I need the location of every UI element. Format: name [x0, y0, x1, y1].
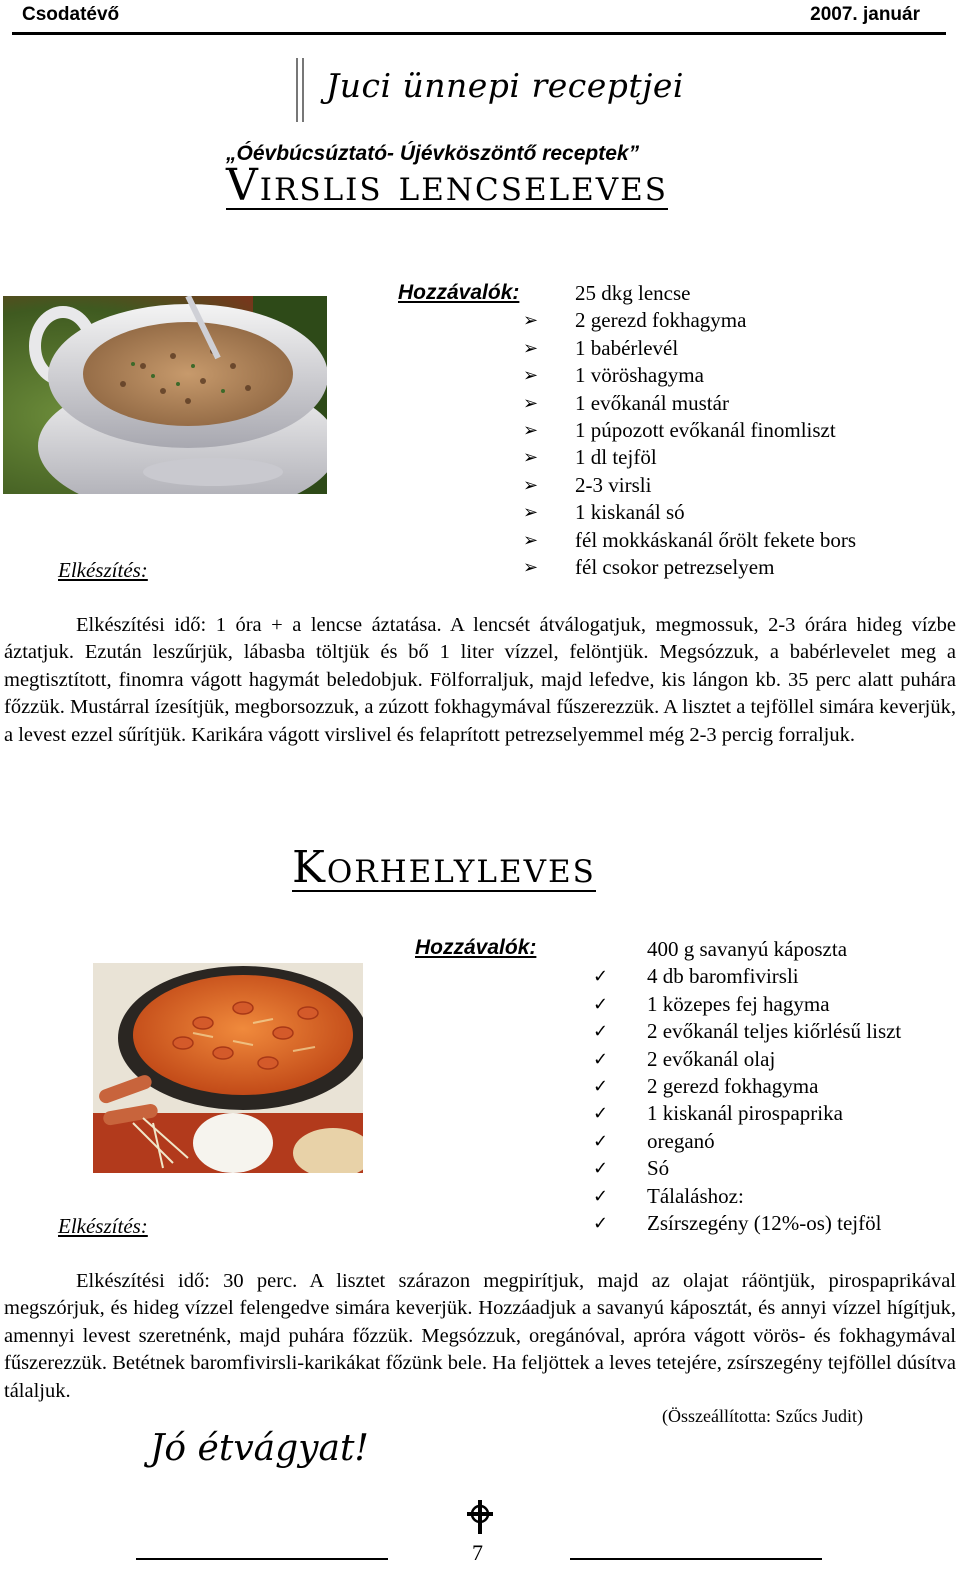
header-date: 2007. január: [810, 4, 920, 25]
recipe2-ingredient-list: [593, 936, 902, 1237]
list-item: ➢ 1 púpozott evőkanál finomliszt: [575, 417, 856, 444]
check-bullet-icon: ✓: [593, 1076, 609, 1098]
arrow-bullet-icon: ➢: [523, 529, 539, 551]
page-number: 7: [472, 1540, 483, 1565]
arrow-bullet-icon: ➢: [523, 474, 539, 496]
arrow-bullet-icon: ➢: [523, 447, 539, 469]
arrow-bullet-icon: ➢: [523, 392, 539, 414]
recipe1-ingredients-label: Hozzávalók:: [398, 281, 520, 304]
title-bar-ornament: [296, 58, 304, 122]
list-item: ➢ 2-3 virsli: [575, 472, 856, 499]
list-item: ✓ Tálaláshoz:: [647, 1183, 901, 1210]
recipe2-preparation-label: Elkészítés:: [58, 1214, 148, 1238]
check-bullet-icon: ✓: [593, 993, 609, 1015]
footer-rule-right: [570, 1558, 822, 1560]
list-item: ✓ 1 közepes fej hagyma: [647, 991, 901, 1018]
list-item: ✓ Só: [647, 1155, 901, 1182]
check-bullet-icon: ✓: [593, 1021, 609, 1043]
check-bullet-icon: ✓: [593, 1185, 609, 1207]
list-item: 25 dkg lencse: [575, 281, 691, 305]
recipe1-ingredient-list: [523, 280, 857, 581]
check-bullet-icon: ✓: [593, 1130, 609, 1152]
list-item: ✓ oreganó: [647, 1128, 901, 1155]
arrow-bullet-icon: ➢: [523, 557, 539, 579]
list-item: ✓ 1 kiskanál pirospaprika: [647, 1100, 901, 1127]
check-bullet-icon: ✓: [593, 1158, 609, 1180]
recipe2-title: Korhelyleves: [292, 842, 596, 893]
arrow-bullet-icon: ➢: [523, 502, 539, 524]
arrow-bullet-icon: ➢: [523, 420, 539, 442]
list-item: 400 g savanyú káposzta: [647, 937, 848, 961]
arrow-bullet-icon: ➢: [523, 365, 539, 387]
header-rule: [12, 32, 946, 35]
magazine-title: Juci ünnepi receptjei: [326, 66, 684, 105]
list-item: ➢ 1 vöröshagyma: [575, 362, 856, 389]
recipe2-method: Elkészítési idő: 30 perc. A lisztet szárazon megpirítjuk, majd az olajat ráöntjük, pirospaprikával megszórjuk, és hideg vízzel felengedve simára keverjük. Hozzáadjuk a savanyú káposztát, és annyi vízzel hígítjuk, amennyi levest szeretnénk, majd puhára főzzük. Megsózzuk, oregánóval, apróra vágott vörös- és fokhagymával fűszerezzük. Betétnek baromfivirsli-karikákat főzünk bele. Ha feljöttek a leves tetejére, zsírszegény tejföllel dúsítva tálaljuk.: [4, 1270, 956, 1402]
list-item: ➢ fél mokkáskanál őrölt fekete bors: [575, 527, 856, 554]
arrow-bullet-icon: ➢: [523, 337, 539, 359]
check-bullet-icon: ✓: [593, 1213, 609, 1235]
closing-greeting: Jó étvágyat!: [150, 1428, 369, 1469]
check-bullet-icon: ✓: [593, 966, 609, 988]
footer-rule-left: [136, 1558, 388, 1560]
recipe1-preparation-label: Elkészítés:: [58, 558, 148, 582]
list-item: ➢ fél csokor petrezselyem: [575, 554, 856, 581]
arrow-bullet-icon: ➢: [523, 310, 539, 332]
list-item: ✓ 2 gerezd fokhagyma: [647, 1073, 901, 1100]
celtic-cross-icon: [464, 1498, 496, 1536]
recipe2-ingredients-label: Hozzávalók:: [415, 936, 537, 959]
korhely-soup-photo: [93, 963, 363, 1173]
lentil-soup-photo: [3, 296, 327, 494]
list-item: ✓ Zsírszegény (12%-os) tejföl: [647, 1210, 901, 1237]
list-item: ➢ 1 dl tejföl: [575, 444, 856, 471]
list-item: ✓ 2 evőkanál olaj: [647, 1046, 901, 1073]
recipe1-method: Elkészítési idő: 1 óra + a lencse áztatása. A lencsét átválogatjuk, megmossuk, 2-3 órára hideg vízbe áztatjuk. Ezután leszűrjük, lábasba töltjük és bő 1 liter vízzel, felöntjük. Megsózzuk, a babérlevelet meg a megtisztított, finomra vágott hagymát beledobjuk. Fölforraljuk, majd lefedve, kis lángon kb. 35 perc alatt puhára főzzük. Mustárral ízesítjük, megborsozzuk, a zúzott fokhagymával fűszerezzük. A lisztet a tejföllel simára keverjük, a levest ezzel sűrítjük. Karikára vágott virslivel és felaprított petrezselyemmel még 2-3 percig forraljuk.: [4, 614, 956, 746]
list-item: ✓ 4 db baromfivirsli: [647, 963, 901, 990]
list-item: ✓ 2 evőkanál teljes kiőrlésű liszt: [647, 1018, 901, 1045]
list-item: ➢ 1 kiskanál só: [575, 499, 856, 526]
check-bullet-icon: ✓: [593, 1048, 609, 1070]
list-item: ➢ 1 evőkanál mustár: [575, 390, 856, 417]
check-bullet-icon: ✓: [593, 1103, 609, 1125]
list-item: ➢ 2 gerezd fokhagyma: [575, 307, 856, 334]
recipe1-title: Virslis lencseleves: [226, 160, 669, 211]
credit-line: (Összeállította: Szűcs Judit): [662, 1406, 863, 1426]
list-item: ➢ 1 babérlevél: [575, 335, 856, 362]
header-magazine: Csodatévő: [22, 4, 120, 25]
subtitle: „Óévbúcsúztató- Újévköszöntő receptek”: [226, 142, 640, 165]
